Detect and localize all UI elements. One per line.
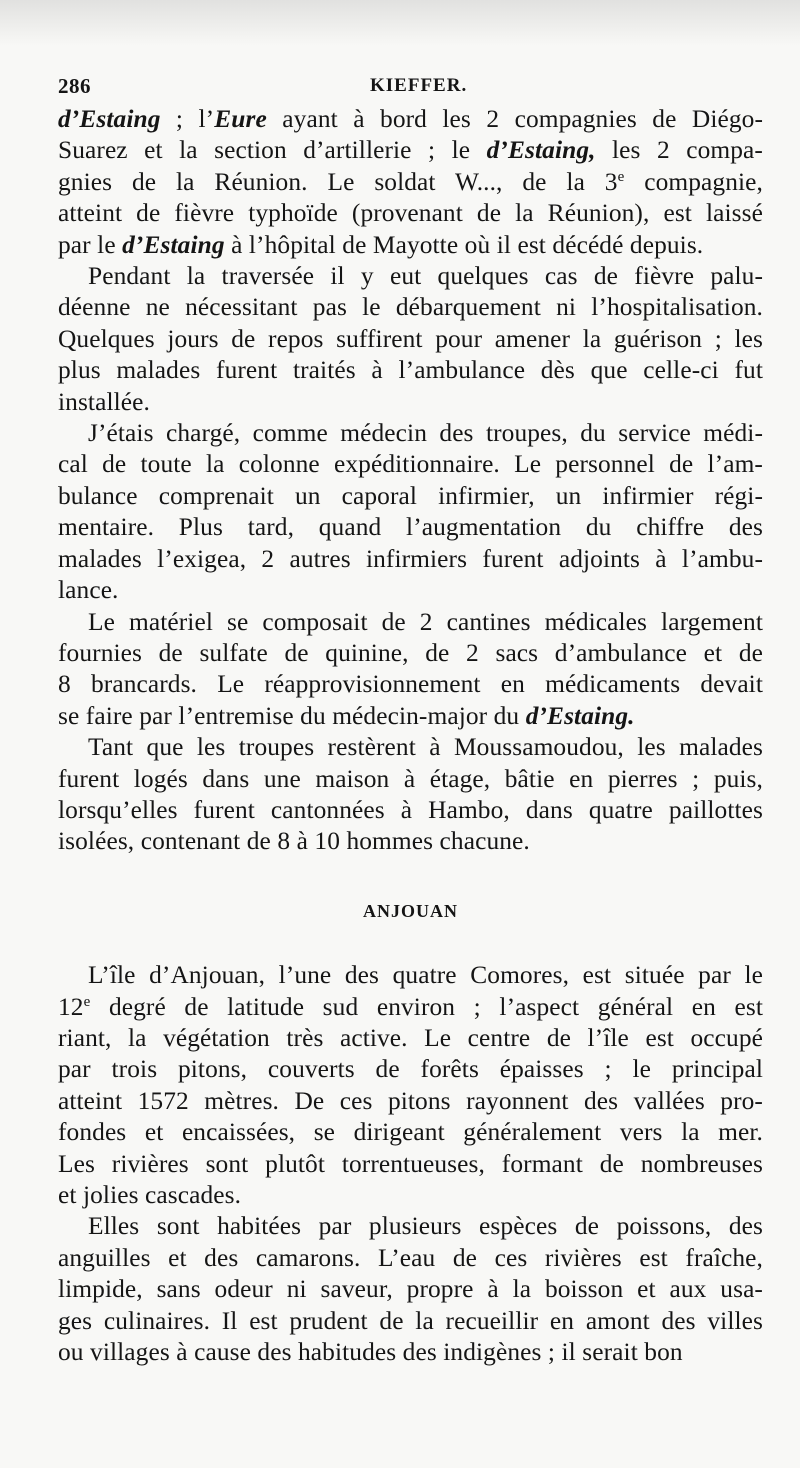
page-number: 286 [58,74,91,98]
text-line [58,230,763,261]
text-line: et jolies cascades. [58,1181,242,1209]
text-line: ges culinaires. Il est prudent de la recueillir en amont des villes [58,1306,763,1335]
text-line: 8 brancards. Le réapprovisionnement en médicaments devait [58,670,763,699]
italic-ship-name: Eure [214,105,267,133]
text-segment: les 2 compa- [595,136,763,165]
text-line: atteint 1572 mètres. De ces pitons rayonnent des vallées pro- [58,1086,763,1115]
text-line: Tant que les troupes restèrent à Moussamoudou, les malades [88,733,763,762]
text-line [58,167,763,198]
ordinal-superscript: e [617,168,625,185]
text-line: déenne ne nécessitant pas le débarquement ni l’hospitalisation. [58,293,763,322]
text-line: L’île d’Anjouan, l’une des quatre Comores, est située par le [88,961,763,990]
running-head: KIEFFER. [370,75,468,96]
italic-ship-name: d’Estaing, [486,136,596,165]
text-line: par trois pitons, couverts de forêts épaisses ; le principal [58,1055,763,1084]
text-line: isolées, contenant de 8 à 10 hommes chacune. [58,827,530,856]
text-segment: ; l’ [160,105,215,133]
text-segment: à l’hôpital de Mayotte où il est décédé depuis. [224,230,704,259]
text-segment: Suarez et la section d’artillerie ; le [58,136,487,165]
text-line: cal de toute la colonne expéditionnaire. Le personnel de l’am- [58,450,763,479]
text-segment: ayant à bord les 2 compagnies de Diégo- [266,105,763,133]
italic-ship-name: d’Estaing [58,105,161,133]
text-line: Pendant la traversée il y eut quelques cas de fièvre palu- [88,262,763,291]
text-line: installée. [58,387,150,416]
text-line: atteint de fièvre typhoïde (provenant de la Réunion), est laissé [58,199,763,228]
text-line: Les rivières sont plutôt torrentueuses, formant de nombreuses [58,1149,763,1178]
text-line: malades l’exigea, 2 autres infirmiers furent adjoints à l’ambu- [58,544,763,573]
page-header [58,74,763,104]
text-line [58,135,763,166]
text-line: lance. [58,576,119,605]
text-line [58,701,763,732]
text-line: anguilles et des camarons. L’eau de ces rivières est fraîche, [58,1243,763,1272]
text-line: plus malades furent traités à l’ambulance dès que celle-ci fut [58,356,763,385]
text-segment: se faire par l’entremise du médecin-major du [58,701,526,730]
text-line [58,104,763,135]
section-title: ANJOUAN [363,900,458,921]
text-line: fournies de sulfate de quinine, de 2 sacs d’ambulance et de [58,638,763,667]
text-line: limpide, sans odeur ni saveur, propre à la boisson et aux usa- [58,1275,763,1304]
text-segment: par le [58,230,123,259]
italic-ship-name: d’Estaing [122,230,225,259]
body-text [58,104,763,1368]
text-segment: gnies de la Réunion. Le soldat W..., de la 3 [58,167,618,196]
text-line: ou villages à cause des habitudes des indigènes ; il serait bon [58,1338,683,1367]
text-line [58,992,763,1023]
text-segment: compagnie, [624,167,763,196]
text-line: lorsqu’elles furent cantonnées à Hambo, dans quatre paillottes [58,795,763,824]
text-line: bulance comprenait un caporal infirmier, un infirmier régi- [58,481,763,510]
text-line: riant, la végétation très active. Le centre de l’île est occupé [58,1023,763,1052]
text-segment: 12 [58,992,84,1021]
text-line: furent logés dans une maison à étage, bâtie en pierres ; puis, [58,764,763,793]
text-line: J’étais chargé, comme médecin des troupes, du service médi- [88,419,763,448]
italic-ship-name [58,105,763,133]
text-line: mentaire. Plus tard, quand l’augmentation du chiffre des [58,513,763,542]
ordinal-superscript: e [83,993,91,1010]
text-line: Elles sont habitées par plusieurs espèces de poissons, des [88,1212,763,1241]
text-line: Le matériel se composait de 2 cantines médicales largement [88,607,763,636]
italic-ship-name: d’Estaing. [525,701,635,730]
text-line: fondes et encaissées, se dirigeant généralement vers la mer. [58,1118,763,1147]
text-segment: degré de latitude sud environ ; l’aspect général en est [90,992,763,1021]
scan-shadow [0,0,800,46]
text-line: Quelques jours de repos suffirent pour amener la guérison ; les [58,324,763,353]
